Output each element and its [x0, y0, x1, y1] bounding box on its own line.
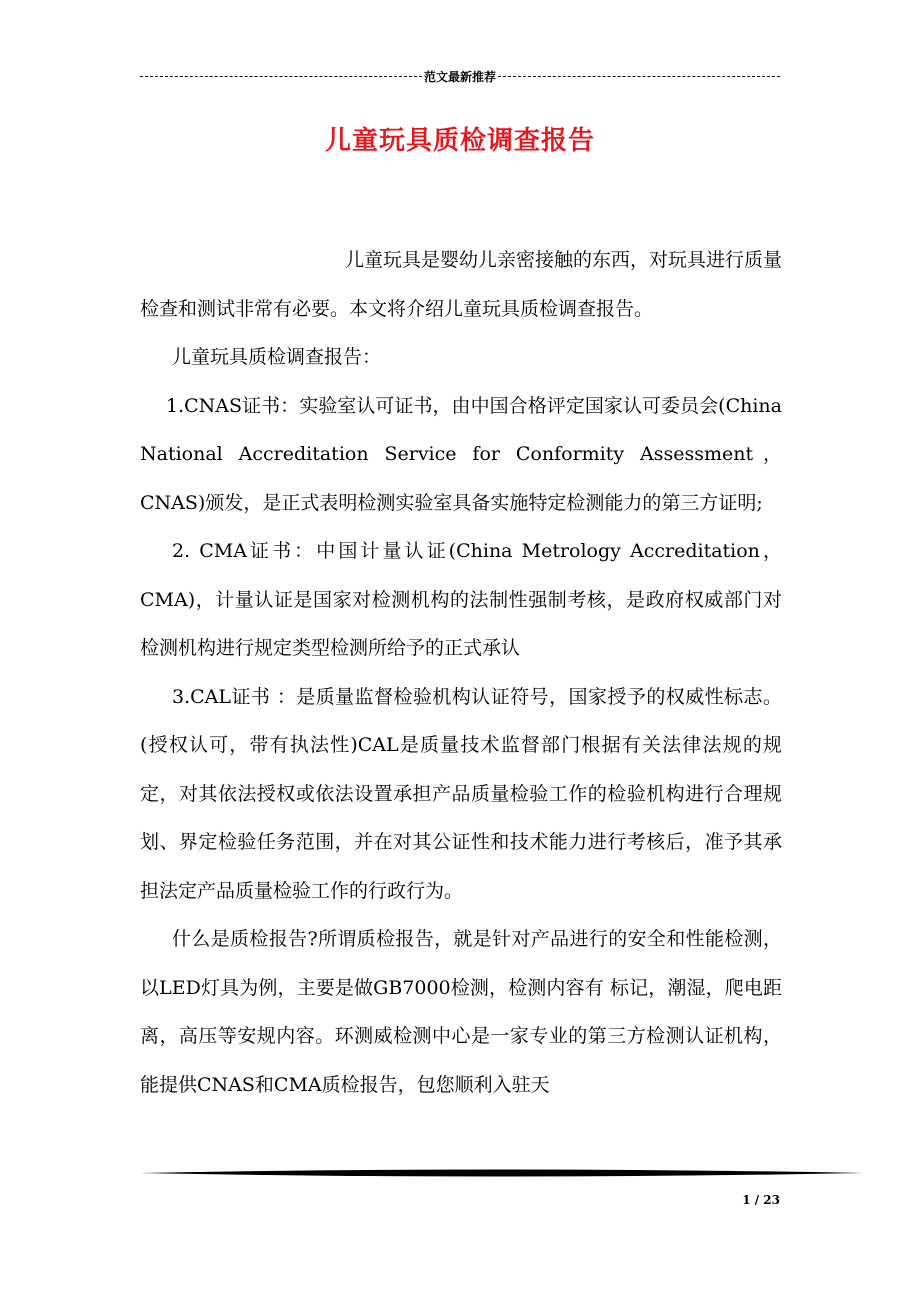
footer-rule	[140, 1166, 864, 1180]
quality-report-paragraph: 什么是质检报告?所谓质检报告，就是针对产品进行的安全和性能检测，以LED灯具为例，主要是做GB7000检测，检测内容有 标记，潮湿，爬电距离，高压等安规内容。环测威检测中心是一家专业的第三方检测认证机构，能提供CNAS和CMA质检报告，包您顺利入驻天	[140, 928, 782, 1096]
page-number: 1 / 23	[742, 1193, 780, 1207]
item-cal: 3.CAL证书 ：是质量监督检验机构认证符号，国家授予的权威性标志。(授权认可，带有执法性)CAL是质量技术监督部门根据有关法律法规的规定，对其依法授权或依法设置承担产品质量检验工作的检验机构进行合理规划、界定检验任务范围，并在对其公证性和技术能力进行考核后，准予其承担法定产品质量检验工作的行政行为。	[140, 685, 782, 902]
item-cma: 2. CMA证书：中国计量认证(China Metrology Accreditation，CMA)，计量认证是国家对检测机构的法制性强制考核，是政府权威部门对检测机构进行规定类型检测所给予的正式承认	[140, 540, 782, 659]
header-label: 范文最新推荐	[424, 70, 497, 84]
header-dash-right	[498, 76, 780, 77]
document-body	[140, 236, 782, 1109]
header-dash-left	[140, 76, 422, 77]
report-subtitle: 儿童玩具质检调查报告：	[172, 346, 382, 368]
intro-paragraph: 儿童玩具是婴幼儿亲密接触的东西，对玩具进行质量检查和测试非常有必要。本文将介绍儿童玩具质检调查报告。	[140, 249, 783, 320]
item-cnas: 1.CNAS证书：实验室认可证书，由中国合格评定国家认可委员会(China National Accreditation Service for Conformity Assessment，CNAS)颁发，是正式表明检测实验室具备实施特定检测能力的第三方证明;	[140, 394, 782, 514]
page-header	[140, 68, 780, 85]
document-title: 儿童玩具质检调查报告	[324, 126, 595, 156]
